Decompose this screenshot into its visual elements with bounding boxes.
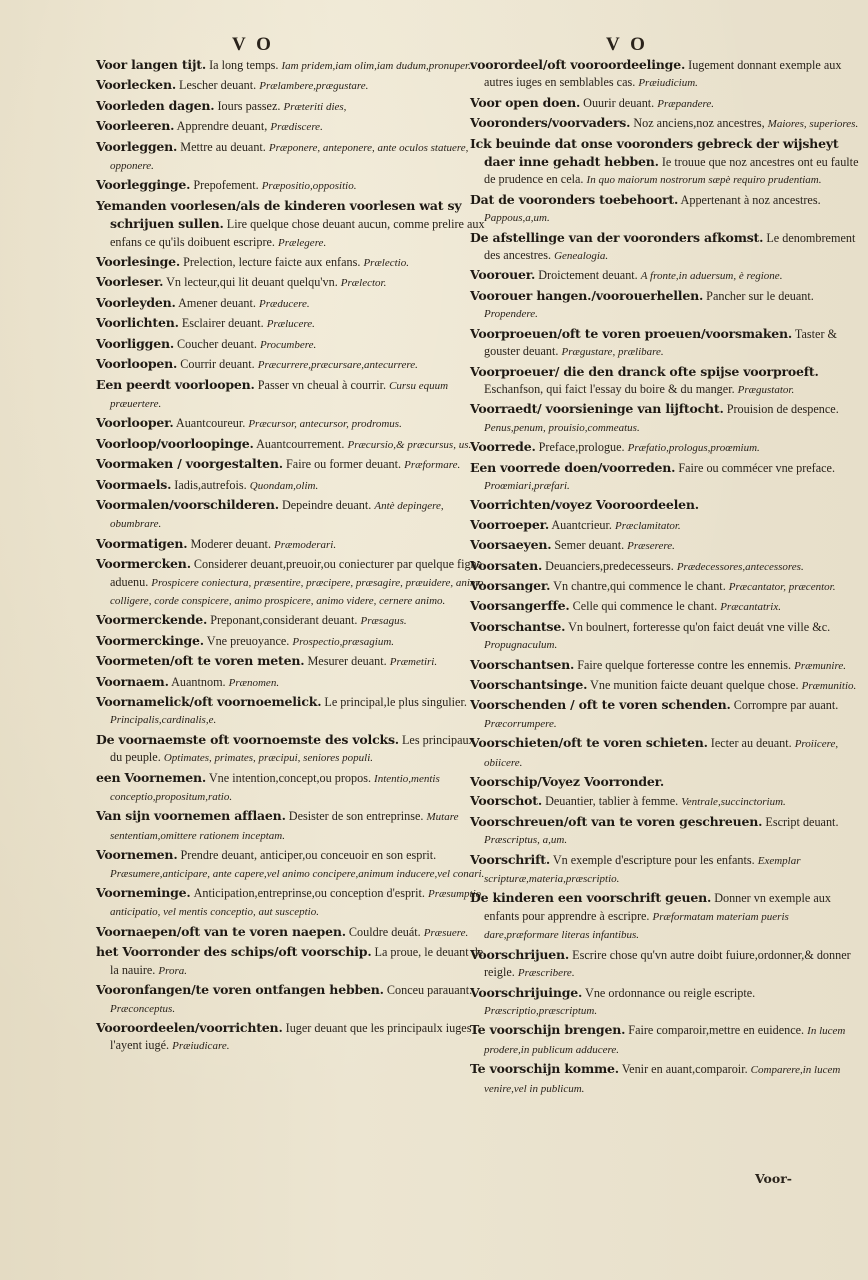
entry-latin: Præponere, anteponere, ante oculos statuere, opponere. <box>110 141 469 173</box>
dictionary-entry <box>470 536 862 555</box>
dictionary-entry <box>470 56 862 93</box>
entry-french: Faire ou commécer vne preface. <box>675 460 836 475</box>
dictionary-entry <box>96 97 488 116</box>
dictionary-entry <box>470 676 862 695</box>
entry-latin: Præcursor, antecursor, prodromus. <box>248 418 402 431</box>
entry-headword: Voorleeren. <box>96 118 175 134</box>
entry-latin: Præteriti dies, <box>283 100 347 113</box>
dictionary-entry <box>470 618 862 655</box>
entry-headword: een Voornemen. <box>96 769 207 785</box>
entry-headword: Voorraedt/ voorsieninge van lijftocht. <box>470 401 724 417</box>
entry-headword: De kinderen een voorschrift geuen. <box>470 890 712 906</box>
entry-latin: Genealogia. <box>554 250 609 263</box>
entry-headword: Voormerckinge. <box>96 632 204 648</box>
entry-latin: Præconceptus. <box>110 1002 176 1015</box>
dictionary-entry <box>96 673 488 692</box>
dictionary-entry <box>470 363 862 400</box>
entry-headword: Voornemen. <box>96 847 178 863</box>
entry-headword: Voorschrijuen. <box>470 946 570 962</box>
entry-french: Le denombrement des ancestres. <box>484 230 856 263</box>
entry-french: Ia long temps. <box>206 58 282 72</box>
entry-headword: Een peerdt voorloopen. <box>96 376 255 392</box>
entry-french: Couldre deuát. <box>345 924 424 939</box>
entry-latin: Præcurrere,præcursare,antecurrere. <box>257 359 418 372</box>
entry-headword: Te voorschijn brengen. <box>470 1022 626 1038</box>
entry-headword: Voornaepen/oft van te voren naepen. <box>96 923 346 939</box>
entry-french: Deuantier, tablier à femme. <box>542 794 682 809</box>
entry-headword: Voorschreuen/oft van te voren geschreuen. <box>470 813 763 829</box>
entry-headword: Vooronders/voorvaders. <box>470 115 631 131</box>
entry-french: Auantcourrement. <box>253 436 348 451</box>
dictionary-entry <box>470 656 862 675</box>
entry-headword: Te voorschijn komme. <box>470 1061 619 1077</box>
entry-french: Iours passez. <box>214 98 284 113</box>
entry-headword: Een voorrede doen/voorreden. <box>470 459 676 475</box>
entry-headword: Voorrede. <box>470 439 536 455</box>
entry-french: Courrir deuant. <box>177 357 258 372</box>
entry-french: Corrompre par auant. <box>730 698 839 713</box>
entry-headword: Voormaels. <box>96 476 172 492</box>
dictionary-entry <box>470 792 862 811</box>
dictionary-entry <box>96 138 488 176</box>
dictionary-entry <box>470 813 862 850</box>
dictionary-entry <box>96 197 488 252</box>
dictionary-entry <box>96 632 488 651</box>
entry-french: Preface,prologue. <box>535 440 628 455</box>
entry-french: Preponant,considerant deuant. <box>207 613 361 628</box>
entry-headword: Voorleser. <box>96 274 164 290</box>
header-right: V O <box>606 34 648 55</box>
entry-latin: Præsagus. <box>360 615 407 628</box>
entry-headword: Voorlegginge. <box>96 177 191 193</box>
entry-latin: Propugnaculum. <box>484 639 558 652</box>
dictionary-entry <box>96 176 488 195</box>
entry-headword: Voorschantsen. <box>470 656 575 672</box>
entry-headword: Voorlecken. <box>96 77 176 93</box>
entry-latin: Propendere. <box>484 308 538 321</box>
entry-headword: Voornaem. <box>96 673 169 689</box>
entry-french: Depeindre deuant. <box>278 497 375 512</box>
dictionary-entry <box>96 981 488 1018</box>
entry-headword: Voorschantse. <box>470 618 566 634</box>
entry-french: Vne intention,concept,ou propos. <box>206 770 375 785</box>
entry-headword: Voorlooper. <box>96 415 174 431</box>
entry-headword: Voorschrijuinge. <box>470 984 583 1000</box>
dictionary-entry <box>470 287 862 324</box>
dictionary-entry <box>470 438 862 457</box>
dictionary-entry <box>96 807 488 845</box>
dictionary-entry <box>96 496 488 534</box>
dictionary-entry <box>96 455 488 474</box>
entry-french: Considerer deuant,preuoir,ou coniecturer par quelque figne aduenu. <box>110 557 483 589</box>
dictionary-entry <box>96 294 488 313</box>
entry-headword: Vooroordeelen/voorrichten. <box>96 1019 283 1035</box>
dictionary-entry <box>96 846 488 883</box>
entry-latin: Optimates, primates, præcipui, seniores populi. <box>163 752 374 765</box>
dictionary-entry <box>470 597 862 616</box>
entry-latin: Prægustator. <box>737 383 795 396</box>
dictionary-entry <box>96 652 488 671</box>
entry-headword: Voorroeper. <box>470 516 549 532</box>
entry-french: Desister de son entreprinse. <box>285 809 427 824</box>
entry-latin: Proiicere, obiicere. <box>484 738 839 769</box>
entry-headword: Voorschip/Voyez Voorronder. <box>470 774 665 790</box>
entry-latin: Comparere,in lucem venire,vel in publicum. <box>484 1064 841 1095</box>
entry-french: Venir en auant,comparoir. <box>618 1062 751 1077</box>
entry-french: Anticipation,entreprinse,ou conception d'esprit. <box>190 886 428 901</box>
entry-headword: Voorsaten. <box>470 557 543 573</box>
entry-headword: Voorsanger. <box>470 577 551 593</box>
entry-headword: Voormercken. <box>96 556 191 572</box>
dictionary-entry <box>96 376 488 414</box>
entry-latin: Quondam,olim. <box>249 479 319 492</box>
entry-latin: Prædecessores,antecessores. <box>676 560 804 573</box>
dictionary-entry <box>470 191 862 228</box>
entry-latin: Prospicere coniecturа, præsentire, præcipere, præsagire, præuidere, animo colligere, corde conspicere, animo prospicere, animo videre, cernere animo. <box>110 576 484 607</box>
entry-latin: Præserere. <box>627 540 675 553</box>
entry-headword: Voorschieten/oft te voren schieten. <box>470 735 708 751</box>
entry-french: Iugement donnant exemple aux autres iuges en semblables cas. <box>484 58 842 90</box>
entry-latin: Præsuere. <box>423 926 469 939</box>
entry-french: Vn chantre,qui commence le chant. <box>550 578 729 593</box>
entry-headword: het Voorronder des schips/oft voorschip. <box>96 944 372 960</box>
entry-french: Faire quelque forteresse contre les ennemis. <box>574 657 795 672</box>
dictionary-entry <box>470 135 862 190</box>
entry-latin: In quo maiorum nostrorum sæpè requiro prudentiam. <box>586 174 822 187</box>
entry-french: Apprendre deuant, <box>174 119 271 134</box>
entry-latin: Præmoderari. <box>274 538 337 551</box>
dictionary-entry <box>470 496 862 514</box>
entry-headword: Voorouer. <box>470 267 536 283</box>
dictionary-entry <box>96 769 488 807</box>
entry-latin: Præiudicium. <box>638 77 698 90</box>
entry-headword: De voornaemste oft voornoemste des volcks. <box>96 731 399 747</box>
entry-french: Lescher deuant. <box>175 78 260 93</box>
dictionary-entry <box>96 273 488 292</box>
catchword: Voor- <box>755 1171 792 1186</box>
dictionary-entry <box>96 253 488 272</box>
dictionary-entry <box>470 946 862 983</box>
entry-latin: Prælector. <box>340 277 387 290</box>
entry-french: Les principaux du peuple. <box>110 732 475 765</box>
entry-french: Ie trouue que noz ancestres ont eu faulte de prudence en cela. <box>484 155 859 187</box>
left-column <box>96 56 488 1057</box>
entry-latin: Maiores, superiores. <box>767 118 859 131</box>
entry-french: Escript deuant. <box>762 814 839 829</box>
dictionary-entry <box>96 76 488 95</box>
entry-french: Conceu parauant. <box>383 983 473 998</box>
entry-latin: Prælegere. <box>278 236 327 249</box>
entry-headword: Vooronfangen/te voren ontfangen hebben. <box>96 982 384 998</box>
entry-latin: Proœmiari,præfari. <box>484 479 570 492</box>
entry-french: Faire comparoir,mettre en euidence. <box>625 1023 808 1038</box>
entry-headword: Voormaken / voorgestalten. <box>96 456 283 472</box>
dictionary-entry <box>96 923 488 942</box>
entry-latin: Intentio,mentis conceptio,propositum,ratio. <box>110 772 440 804</box>
entry-latin: In lucem prodere,in publicum adducere. <box>484 1025 846 1056</box>
dictionary-entry <box>470 94 862 113</box>
entry-latin: Præsumptio, anticipatio, vel mentis conceptio, aut susceptio. <box>110 888 484 919</box>
entry-latin: Antè depingere, obumbrare. <box>110 499 444 531</box>
dictionary-entry <box>470 734 862 772</box>
entry-latin: Præmunire. <box>794 659 846 672</box>
dictionary-entry <box>470 557 862 576</box>
entry-latin: Præsumere,anticipare, ante capere,vel animo concipere,animum inducere,vel conari. <box>110 867 485 880</box>
entry-headword: Voorschenden / oft te voren schenden. <box>470 697 731 713</box>
entry-latin: Præscribere. <box>517 967 575 980</box>
dictionary-entry <box>470 459 862 496</box>
entry-french: Esclairer deuant. <box>178 316 267 331</box>
entry-headword: Voor open doen. <box>470 94 581 110</box>
entry-latin: Præcantatrix. <box>720 601 781 614</box>
entry-headword: De afstellinge van der vooronders afkomst. <box>470 229 764 245</box>
entry-french: Vne munition faicte deuant quelque chose. <box>587 678 802 692</box>
entry-french: Appertenant à noz ancestres. <box>678 192 821 207</box>
entry-latin: Præiudicare. <box>172 1040 230 1053</box>
entry-french: Iuger deuant que les principaulx iuges l'ayent iugé. <box>110 1020 472 1053</box>
entry-french: Deuanciers,predecesseurs. <box>542 558 677 573</box>
entry-latin: Prægustare, prælibare. <box>561 346 664 359</box>
entry-latin: Præpandere. <box>657 97 715 110</box>
entry-latin: Procumbere. <box>259 338 317 351</box>
entry-latin: Prædiscere. <box>270 121 323 134</box>
entry-headword: Voormalen/voorschilderen. <box>96 496 279 512</box>
entry-latin: Præscriptus, a,um. <box>484 834 568 847</box>
entry-french: Coucher deuant. <box>173 336 260 351</box>
entry-french: Faire ou former deuant. <box>282 457 405 472</box>
entry-latin: Prælambere,prægustare. <box>259 80 369 93</box>
entry-headword: Voorsangerffe. <box>470 598 570 614</box>
dictionary-entry <box>96 884 488 922</box>
entry-french: Ouurir deuant. <box>580 95 658 110</box>
entry-headword: Voorleggen. <box>96 138 178 154</box>
entry-french: Prendre deuant, anticiper,ou conceuoir en son esprit. <box>177 848 437 863</box>
entry-headword: Voorlichten. <box>96 315 179 331</box>
dictionary-entry <box>470 266 862 285</box>
entry-latin: Præfatio,prologus,proœmium. <box>627 442 760 455</box>
dictionary-entry <box>470 773 862 791</box>
entry-headword: Voorproeuen/oft te voren proeuen/voorsmaken. <box>470 325 793 341</box>
entry-french: Moderer deuant. <box>187 536 275 551</box>
entry-latin: Ventrale,succinctorium. <box>681 796 786 809</box>
entry-headword: Voorschot. <box>470 793 543 809</box>
entry-latin: Cursu equum præuertere. <box>110 379 449 410</box>
dictionary-entry <box>96 731 488 768</box>
entry-french: Prelection, lecture faicte aux enfans. <box>180 255 364 270</box>
entry-french: Escrire chose qu'vn autre doibt fuiure,ordonner,& donner reigle. <box>484 947 851 980</box>
entry-latin: Præscriptio,præscriptum. <box>484 1004 598 1017</box>
dictionary-entry <box>96 355 488 374</box>
entry-french: Prouision de despence. <box>723 402 839 417</box>
entry-french: Donner vn exemple aux enfants pour apprendre à escripre. <box>484 891 831 923</box>
entry-headword: Voornamelick/oft voornoemelick. <box>96 694 322 709</box>
entry-latin: Prælucere. <box>266 318 315 331</box>
entry-latin: Exemplar scripturæ,materia,præscriptio. <box>484 854 801 886</box>
entry-headword: Voorschrift. <box>470 851 550 867</box>
entry-latin: Præformare. <box>404 459 461 472</box>
entry-french: La proue, le deuant de la nauire. <box>110 945 484 977</box>
dictionary-entry <box>96 414 488 433</box>
entry-french: Amener deuant. <box>175 295 259 310</box>
entry-french: Prepofement. <box>190 178 262 193</box>
dictionary-entry <box>470 229 862 266</box>
entry-french: Pancher sur le deuant. <box>703 288 814 303</box>
entry-headword: Voormeten/oft te voren meten. <box>96 653 305 669</box>
dictionary-entry <box>470 984 862 1021</box>
dictionary-entry <box>470 1060 862 1098</box>
entry-french: Eschanfson, qui faict l'essay du boire & du manger. <box>484 381 738 396</box>
dictionary-entry <box>470 696 862 733</box>
entry-latin: Penus,penum, prouisio,commeatus. <box>484 421 640 434</box>
entry-headword: Voorsaeyen. <box>470 537 552 553</box>
entry-latin: Pappous,a,um. <box>484 212 550 225</box>
entry-french: Auantcoureur. <box>173 416 249 431</box>
dictionary-entry <box>470 114 862 133</box>
entry-french: Taster & gouster deuant. <box>484 326 838 359</box>
entry-headword: Ick beuinde dat onse vooronders gebreck der wijsheyt daer inne gehadt hebben. <box>470 135 839 170</box>
entry-french: Auantcrieur. <box>548 517 615 532</box>
dictionary-entry <box>96 535 488 554</box>
entry-latin: Præcursio,& præcursus, us. <box>347 438 472 451</box>
entry-french: Noz anciens,noz ancestres, <box>630 116 768 131</box>
entry-french: Semer deuant. <box>551 538 628 553</box>
entry-french: Auantnom. <box>168 674 229 689</box>
entry-headword: Van sijn voornemen afflaen. <box>96 808 286 824</box>
running-header <box>0 34 868 58</box>
dictionary-entry <box>96 693 488 730</box>
entry-french: Mettre au deuant. <box>177 139 269 154</box>
entry-latin: Præmunitio. <box>801 680 857 692</box>
entry-french: Le principal,le plus singulier. <box>321 695 467 709</box>
entry-latin: Prora. <box>158 964 188 977</box>
dictionary-entry <box>96 943 488 980</box>
entry-french: Vne preuoyance. <box>203 633 293 648</box>
dictionary-entry <box>96 611 488 630</box>
entry-latin: Præpositio,oppositio. <box>261 180 357 193</box>
entry-headword: Voorlesinge. <box>96 254 181 270</box>
entry-french: Celle qui commence le chant. <box>569 599 721 614</box>
dictionary-entry <box>96 476 488 495</box>
dictionary-entry <box>470 400 862 437</box>
entry-latin: Præclamitator. <box>614 519 681 532</box>
entry-french: Mesurer deuant. <box>304 654 390 669</box>
entry-headword: Yemanden voorlesen/als de kinderen voorlesen wat sy schrijuen sullen. <box>96 197 462 232</box>
dictionary-entry <box>96 555 488 610</box>
entry-latin: Præmetiri. <box>389 656 438 669</box>
dictionary-entry <box>96 435 488 454</box>
dictionary-entry <box>470 577 862 596</box>
entry-french: Iecter au deuant. <box>707 736 795 751</box>
entry-french: Vn lecteur,qui lit deuant quelqu'vn. <box>163 275 341 290</box>
entry-headword: Voorliggen. <box>96 335 174 351</box>
entry-headword: Voorrichten/voyez Vooroordeelen. <box>470 497 699 513</box>
entry-french: Vn boulnert, forteresse qu'on faict deuát vne ville &c. <box>565 619 831 634</box>
entry-latin: Prænomen. <box>228 676 280 689</box>
entry-latin: Præformatam materiam pueris dare,præformare literas infantibus. <box>484 910 789 942</box>
dictionary-entry <box>96 117 488 136</box>
entry-latin: Præcantator, præcentor. <box>728 580 836 593</box>
entry-latin: Præducere. <box>258 297 310 310</box>
entry-headword: Voorloop/voorloopinge. <box>96 435 254 451</box>
entry-headword: Voorleden dagen. <box>96 97 215 113</box>
right-column <box>470 56 862 1099</box>
entry-french: Passer vn cheual à courrir. <box>254 377 390 392</box>
entry-french: Vne ordonnance ou reigle escripte. <box>582 985 756 1000</box>
entry-headword: Voormatigen. <box>96 535 188 551</box>
dictionary-entry <box>470 1021 862 1059</box>
entry-latin: Præcorrumpere. <box>484 717 557 730</box>
dictionary-entry <box>470 851 862 889</box>
dictionary-entry <box>96 314 488 333</box>
entry-headword: Voorproeuer/ die den dranck ofte spijse voorproeft. <box>470 363 819 379</box>
entry-latin: Iam pridem,iam olim,iam dudum,pronuper. <box>281 60 471 72</box>
dictionary-entry <box>96 56 488 75</box>
dictionary-entry <box>470 516 862 535</box>
entry-latin: Prælectio. <box>363 257 409 270</box>
entry-french: Droictement deuant. <box>535 268 641 283</box>
entry-latin: Mutare sententiam,omittere rationem inceptam. <box>110 811 459 842</box>
entry-headword: Voorouer hangen./voorouerhellen. <box>470 287 704 303</box>
entry-headword: Voorloopen. <box>96 356 178 372</box>
entry-headword: Voor langen tijt. <box>96 57 207 72</box>
entry-headword: Voormerckende. <box>96 612 208 628</box>
dictionary-entry <box>96 335 488 354</box>
entry-headword: Dat de vooronders toebehoort. <box>470 191 679 207</box>
entry-headword: Voorleyden. <box>96 294 176 310</box>
header-left: V O <box>232 34 274 55</box>
dictionary-entry <box>470 325 862 362</box>
entry-french: Lire quelque chose deuant aucun, comme prelire aux enfans ce qu'ils doibuent escripre. <box>110 217 485 249</box>
dictionary-entry <box>470 889 862 944</box>
entry-french: Vn exemple d'escripture pour les enfants. <box>550 852 758 867</box>
dictionary-entry <box>96 1019 488 1056</box>
entry-latin: Prospectio,præsagium. <box>292 635 395 648</box>
entry-latin: Principalis,cardinalis,e. <box>110 714 217 727</box>
entry-headword: Voornemingе. <box>96 885 191 901</box>
entry-headword: voorordeel/oft vooroordeelinge. <box>470 57 686 72</box>
entry-latin: A fronte,in aduersum, è regione. <box>640 270 783 283</box>
entry-french: Iadis,autrefois. <box>171 477 250 492</box>
entry-headword: Voorschantsinge. <box>470 677 588 692</box>
